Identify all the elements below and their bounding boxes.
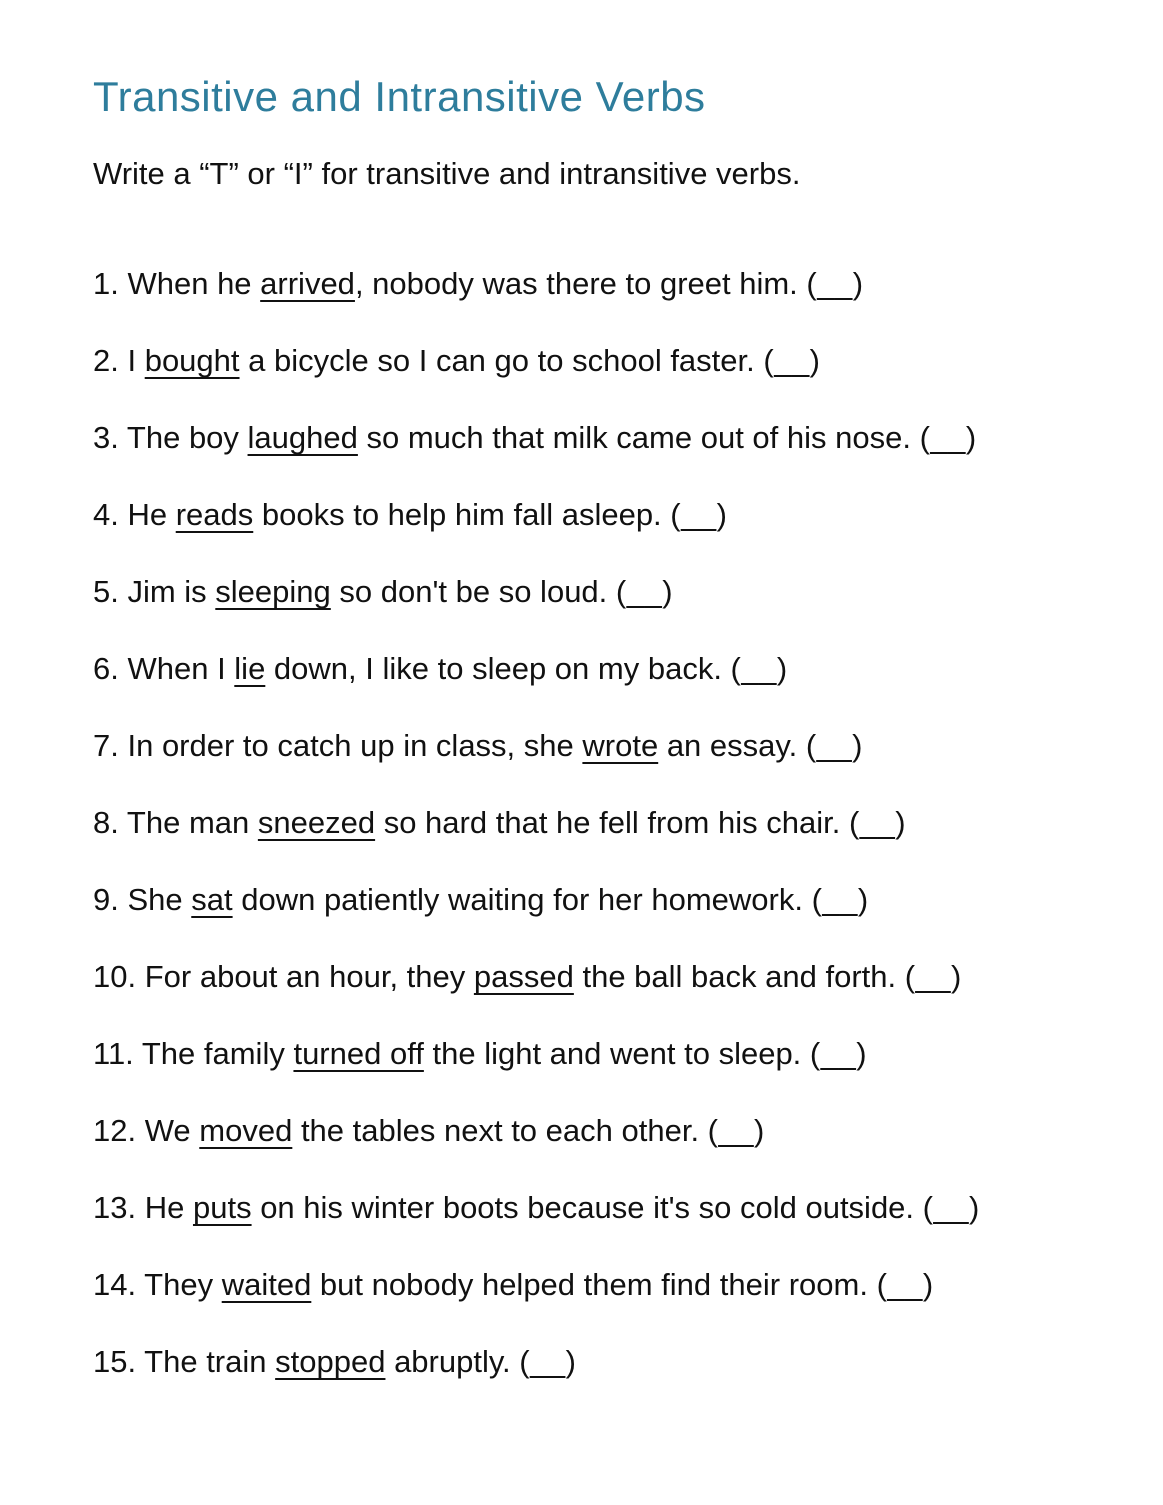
answer-blank[interactable]: (__) [763, 343, 821, 378]
item-text-pre: Jim is [118, 574, 216, 609]
item-text-post: down patiently waiting for her homework. [232, 882, 812, 917]
exercise-item-3 [93, 420, 1123, 456]
exercise-item-11 [93, 1036, 1123, 1072]
answer-blank[interactable]: (__) [805, 728, 863, 763]
answer-blank[interactable]: (__) [811, 882, 869, 917]
underlined-verb: arrived [260, 266, 355, 301]
item-text-pre: He [118, 497, 176, 532]
underlined-verb: waited [221, 1267, 312, 1302]
item-text-pre: He [136, 1190, 193, 1225]
item-text-post: books to help him fall asleep. [253, 497, 671, 532]
item-number: 6. [93, 651, 119, 686]
item-text-post: the tables next to each other. [292, 1113, 708, 1148]
exercise-item-12 [93, 1113, 1123, 1149]
item-text-post: so hard that he fell from his chair. [375, 805, 849, 840]
item-text-post: , nobody was there to greet him. [354, 266, 807, 301]
item-number: 10. [93, 959, 137, 994]
item-number: 4. [93, 497, 119, 532]
answer-blank[interactable]: (__) [806, 266, 864, 301]
underlined-verb: passed [473, 959, 574, 994]
exercise-item-1 [93, 266, 1123, 302]
item-text-post: the light and went to sleep. [423, 1036, 810, 1071]
exercise-item-5 [93, 574, 1123, 610]
answer-blank[interactable]: (__) [809, 1036, 868, 1071]
underlined-verb: sleeping [215, 574, 331, 609]
answer-blank[interactable]: (__) [730, 651, 788, 686]
exercise-item-6 [93, 651, 1123, 687]
item-number: 12. [93, 1113, 137, 1148]
item-text-pre: I [118, 343, 145, 378]
item-number: 8. [93, 805, 119, 840]
item-text-post: abruptly. [385, 1344, 520, 1379]
answer-blank[interactable]: (__) [670, 497, 728, 532]
item-text-pre: She [118, 882, 192, 917]
item-number: 2. [93, 343, 119, 378]
exercise-item-8 [93, 805, 1123, 841]
underlined-verb: bought [144, 343, 240, 378]
item-text-pre: They [136, 1267, 222, 1302]
underlined-verb: moved [199, 1113, 293, 1148]
item-number: 3. [93, 420, 119, 455]
underlined-verb: puts [192, 1190, 252, 1225]
underlined-verb: sat [191, 882, 233, 917]
exercise-item-10 [93, 959, 1123, 995]
item-number: 13. [93, 1190, 137, 1225]
item-text-post: so much that milk came out of his nose. [357, 420, 920, 455]
item-text-pre: For about an hour, they [136, 959, 474, 994]
item-text-post: but nobody helped them find their room. [311, 1267, 877, 1302]
item-text-pre: We [136, 1113, 200, 1148]
item-text-post: so don't be so loud. [330, 574, 616, 609]
underlined-verb: laughed [247, 420, 358, 455]
instructions-text: Write a “T” or “I” for transitive and intransitive verbs. [93, 156, 801, 191]
answer-blank[interactable]: (__) [919, 420, 977, 455]
page-title: Transitive and Intransitive Verbs [93, 73, 706, 120]
item-number: 9. [93, 882, 119, 917]
underlined-verb: turned off [293, 1036, 424, 1071]
exercise-list [93, 266, 1123, 1380]
underlined-verb: stopped [275, 1344, 386, 1379]
item-number: 5. [93, 574, 119, 609]
item-number: 11. [93, 1036, 134, 1071]
underlined-verb: reads [175, 497, 254, 532]
item-number: 7. [93, 728, 119, 763]
item-text-pre: When he [118, 266, 261, 301]
exercise-item-7 [93, 728, 1123, 764]
exercise-item-9 [93, 882, 1123, 918]
item-number: 15. [93, 1344, 137, 1379]
exercise-item-15 [93, 1344, 1123, 1380]
item-text-pre: The family [133, 1036, 294, 1071]
item-number: 1. [93, 266, 119, 301]
exercise-item-4 [93, 497, 1123, 533]
item-text-pre: In order to catch up in class, she [118, 728, 583, 763]
answer-blank[interactable]: (__) [707, 1113, 765, 1148]
answer-blank[interactable]: (__) [922, 1190, 980, 1225]
answer-blank[interactable]: (__) [519, 1344, 577, 1379]
exercise-item-14 [93, 1267, 1123, 1303]
answer-blank[interactable]: (__) [615, 574, 674, 609]
answer-blank[interactable]: (__) [904, 959, 962, 994]
answer-blank[interactable]: (__) [848, 805, 907, 840]
answer-blank[interactable]: (__) [876, 1267, 934, 1302]
item-text-post: down, I like to sleep on my back. [265, 651, 731, 686]
item-text-pre: The boy [118, 420, 248, 455]
item-text-pre: The man [118, 805, 258, 840]
item-text-pre: The train [136, 1344, 276, 1379]
item-text-post: on his winter boots because it's so cold outside. [251, 1190, 923, 1225]
item-text-post: a bicycle so I can go to school faster. [239, 343, 764, 378]
underlined-verb: sneezed [257, 805, 376, 840]
item-number: 14. [93, 1267, 137, 1302]
exercise-item-13 [93, 1190, 1123, 1226]
underlined-verb: wrote [582, 728, 659, 763]
exercise-item-2 [93, 343, 1123, 379]
item-text-post: the ball back and forth. [573, 959, 905, 994]
underlined-verb: lie [234, 651, 266, 686]
item-text-post: an essay. [658, 728, 806, 763]
item-text-pre: When I [118, 651, 235, 686]
